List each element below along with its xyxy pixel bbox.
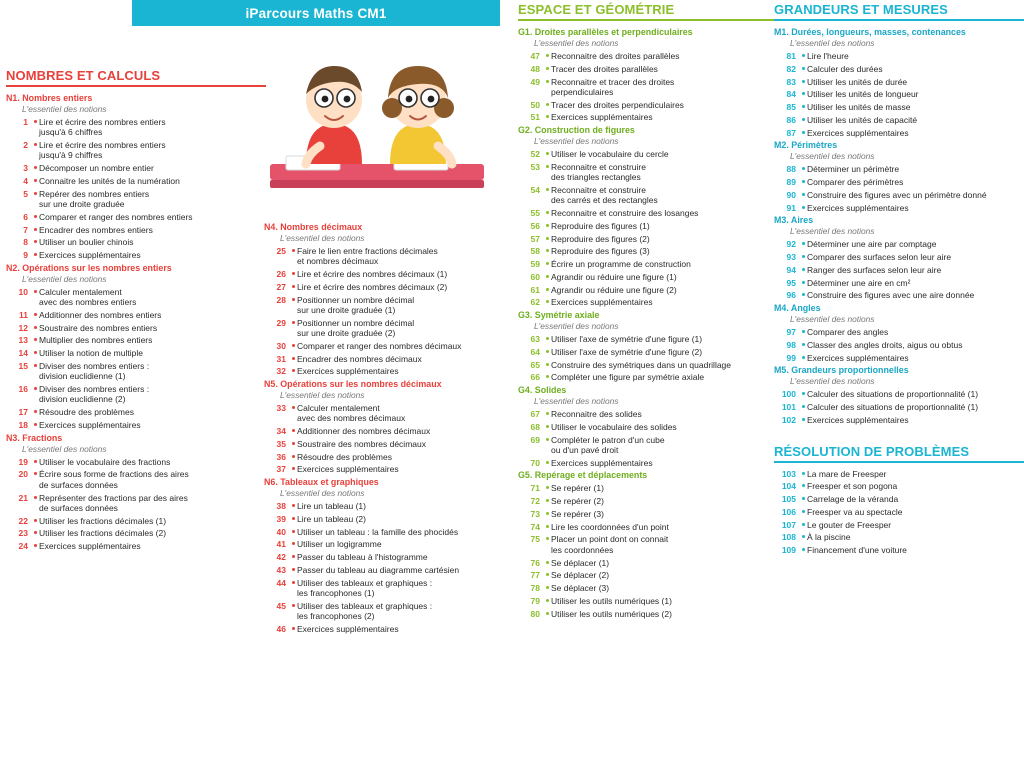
list-item[interactable]: 90 Construire des figures avec un périmètre donné bbox=[786, 189, 987, 200]
bullet-icon bbox=[544, 522, 551, 528]
group-title: M1. Durées, longueurs, masses, contenances bbox=[774, 27, 966, 37]
list-item[interactable]: 91 Exercices supplémentaires bbox=[786, 202, 909, 213]
bullet-icon bbox=[544, 372, 551, 378]
bullet-icon bbox=[544, 496, 551, 502]
group-essentiel: L'essentiel des notions bbox=[790, 376, 875, 387]
column-nombres-suite bbox=[250, 222, 522, 637]
list-item[interactable]: 100 Calculer des situations de proportionnalité (1) bbox=[781, 389, 979, 400]
group-title: N4. Nombres décimaux bbox=[264, 222, 363, 232]
group-g1 bbox=[518, 27, 776, 123]
list-item[interactable]: 19 Utiliser le vocabulaire des fractions bbox=[18, 456, 171, 467]
bullet-icon bbox=[544, 509, 551, 515]
group-essentiel: L'essentiel des notions bbox=[534, 396, 619, 407]
bullet-icon bbox=[800, 545, 807, 551]
bullet-icon bbox=[32, 189, 39, 195]
list-item[interactable]: 89 Comparer des périmètres bbox=[786, 177, 904, 187]
group-title: G1. Droites parallèles et perpendiculaires bbox=[518, 27, 693, 37]
bullet-icon bbox=[290, 341, 297, 347]
lesson-list bbox=[6, 287, 266, 430]
bullet-icon bbox=[544, 483, 551, 489]
bullet-icon bbox=[32, 212, 39, 218]
list-item[interactable]: 83 Utiliser les unités de durée bbox=[786, 76, 908, 87]
bullet-icon bbox=[32, 310, 39, 316]
bullet-icon bbox=[290, 246, 297, 252]
list-item[interactable]: 72 Se repérer (2) bbox=[530, 496, 604, 507]
bullet-icon bbox=[290, 578, 297, 584]
list-item[interactable]: 6 Comparer et ranger des nombres entiers bbox=[23, 211, 193, 222]
list-item[interactable]: 22 Utiliser les fractions décimales (1) bbox=[18, 515, 167, 526]
bullet-icon bbox=[800, 77, 807, 83]
group-essentiel: L'essentiel des notions bbox=[22, 104, 107, 114]
group-essentiel: L'essentiel des notions bbox=[22, 273, 107, 284]
bullet-icon bbox=[32, 420, 39, 426]
list-item[interactable]: 93 Comparer des surfaces selon leur aire bbox=[786, 252, 952, 262]
list-item[interactable]: 67 Reconnaitre des solides bbox=[530, 409, 642, 420]
bullet-icon bbox=[32, 250, 39, 256]
bullet-icon bbox=[544, 297, 551, 303]
list-item[interactable]: 98 Classer des angles droits, aigus ou obtus bbox=[786, 339, 963, 350]
section-heading-grandeurs-et-mesures: GRANDEURS ET MESURES bbox=[774, 2, 1024, 21]
list-item[interactable]: 15 Diviser des nombres entiers : division euclidienne (1) bbox=[18, 360, 150, 382]
bullet-icon bbox=[800, 402, 807, 408]
bullet-icon bbox=[290, 366, 297, 372]
group-m5 bbox=[774, 365, 1024, 425]
list-item[interactable]: 50 Tracer des droites perpendiculaires bbox=[530, 99, 684, 110]
bullet-icon bbox=[544, 609, 551, 615]
list-item[interactable]: 51 Exercices supplémentaires bbox=[530, 112, 653, 123]
list-item[interactable]: 54 Reconnaitre et construire des carrés et des rectangles bbox=[530, 184, 658, 206]
list-item[interactable]: 25 Faire le lien entre fractions décimales et nombres décimaux bbox=[276, 246, 438, 267]
column-espace-et-geometrie bbox=[500, 2, 786, 621]
group-title: N6. Tableaux et graphiques bbox=[264, 477, 379, 488]
list-item[interactable]: 78 Se déplacer (3) bbox=[530, 583, 610, 594]
group-essentiel: L'essentiel des notions bbox=[534, 38, 619, 48]
list-item[interactable]: 35 Soustraire des nombres décimaux bbox=[276, 438, 426, 449]
group-n2 bbox=[6, 263, 266, 430]
list-item[interactable]: 29 Positionner un nombre décimal sur une droite graduée (2) bbox=[276, 317, 415, 339]
list-item[interactable]: 74 Lire les coordonnées d'un point bbox=[530, 521, 669, 532]
bullet-icon bbox=[32, 407, 39, 413]
bullet-icon bbox=[290, 514, 297, 520]
bullet-icon bbox=[290, 565, 297, 571]
list-item[interactable]: 4 Connaitre les unités de la numération bbox=[23, 175, 180, 186]
bullet-icon bbox=[800, 164, 807, 170]
bullet-icon bbox=[800, 265, 807, 271]
bullet-icon bbox=[544, 259, 551, 265]
group-title: N5. Opérations sur les nombres décimaux bbox=[264, 379, 442, 390]
group-n3 bbox=[6, 433, 266, 552]
group-essentiel: L'essentiel des notions bbox=[790, 226, 875, 237]
section-heading-espace-et-geometrie: ESPACE ET GÉOMÉTRIE bbox=[518, 2, 776, 21]
bullet-icon bbox=[32, 361, 39, 367]
bullet-icon bbox=[800, 353, 807, 359]
bullet-icon bbox=[32, 287, 39, 293]
bullet-icon bbox=[800, 278, 807, 284]
group-n6 bbox=[264, 477, 514, 634]
bullet-icon bbox=[544, 272, 551, 278]
section-heading-resolution-de-problemes: RÉSOLUTION DE PROBLÈMES bbox=[774, 444, 1024, 463]
group-title: M4. Angles bbox=[774, 303, 821, 313]
bullet-icon bbox=[544, 347, 551, 353]
list-item[interactable]: 30 Comparer et ranger des nombres décimaux bbox=[276, 340, 462, 351]
list-item[interactable]: 48 Tracer des droites parallèles bbox=[530, 63, 658, 74]
list-item[interactable]: 79 Utiliser les outils numériques (1) bbox=[530, 595, 672, 606]
list-item[interactable]: 13 Multiplier des nombres entiers bbox=[18, 335, 153, 346]
list-item[interactable]: 97 Comparer des angles bbox=[786, 327, 889, 337]
list-item[interactable]: 58 Reproduire des figures (3) bbox=[530, 246, 650, 257]
list-item[interactable]: 71 Se repérer (1) bbox=[530, 483, 604, 494]
bullet-icon bbox=[544, 64, 551, 70]
list-item[interactable]: 59 Écrire un programme de construction bbox=[530, 259, 691, 270]
list-item[interactable]: 24 Exercices supplémentaires bbox=[18, 541, 141, 552]
list-item[interactable]: 18 Exercices supplémentaires bbox=[18, 419, 141, 430]
bullet-icon bbox=[800, 520, 807, 526]
bullet-icon bbox=[290, 318, 297, 324]
list-item[interactable]: 60 Agrandir ou réduire une figure (1) bbox=[530, 271, 677, 282]
bullet-icon bbox=[800, 51, 807, 57]
group-m3 bbox=[774, 215, 1024, 300]
bullet-icon bbox=[32, 323, 39, 329]
list-item[interactable]: 76 Se déplacer (1) bbox=[530, 557, 610, 568]
list-item[interactable]: 99 Exercices supplémentaires bbox=[786, 352, 909, 363]
bullet-icon bbox=[32, 493, 39, 499]
bullet-icon bbox=[290, 624, 297, 630]
bullet-icon bbox=[290, 403, 297, 409]
list-item[interactable]: 38 Lire un tableau (1) bbox=[276, 501, 366, 512]
bullet-icon bbox=[544, 208, 551, 214]
lesson-list bbox=[518, 409, 776, 468]
list-item[interactable]: 57 Reproduire des figures (2) bbox=[530, 233, 650, 244]
list-item[interactable]: 12 Soustraire des nombres entiers bbox=[18, 322, 158, 333]
bullet-icon bbox=[32, 176, 39, 182]
list-item[interactable]: 85 Utiliser les unités de masse bbox=[786, 102, 911, 112]
list-item[interactable]: 46 Exercices supplémentaires bbox=[276, 623, 399, 634]
list-item[interactable]: 102 Exercices supplémentaires bbox=[781, 414, 909, 425]
list-item[interactable]: 95 Déterminer une aire en cm² bbox=[786, 277, 911, 288]
group-m2 bbox=[774, 140, 1024, 213]
bullet-icon bbox=[800, 340, 807, 346]
list-item[interactable]: 77 Se déplacer (2) bbox=[530, 570, 610, 581]
list-item[interactable]: 44 Utiliser des tableaux et graphiques : les francophones (1) bbox=[276, 577, 433, 599]
bullet-icon bbox=[800, 203, 807, 209]
page-title: iParcours Maths CM1 bbox=[132, 0, 500, 26]
list-item[interactable]: 70 Exercices supplémentaires bbox=[530, 457, 653, 468]
bullet-icon bbox=[544, 409, 551, 415]
list-item[interactable]: 68 Utiliser le vocabulaire des solides bbox=[530, 421, 677, 432]
lesson-list bbox=[518, 149, 776, 308]
bullet-icon bbox=[544, 162, 551, 168]
list-item[interactable]: 9 Exercices supplémentaires bbox=[23, 250, 141, 261]
lesson-list bbox=[774, 51, 1024, 138]
column-nombres-et-calculs bbox=[0, 68, 276, 554]
list-item[interactable]: 3 Décomposer un nombre entier bbox=[23, 163, 154, 174]
bullet-icon bbox=[544, 422, 551, 428]
list-item[interactable]: 14 Utiliser la notion de multiple bbox=[18, 348, 143, 359]
group-essentiel: L'essentiel des notions bbox=[280, 390, 365, 401]
list-item[interactable]: 101 Calculer des situations de proportionnalité (1) bbox=[781, 402, 979, 412]
section-heading-nombres-et-calculs: NOMBRES ET CALCULS bbox=[6, 68, 266, 87]
list-item[interactable]: 45 Utiliser des tableaux et graphiques : les francophones (2) bbox=[276, 600, 433, 622]
list-item[interactable]: 10 Calculer mentalement avec des nombres entiers bbox=[18, 286, 137, 308]
bullet-icon bbox=[32, 163, 39, 169]
column-grandeurs-et-mesures bbox=[760, 2, 1024, 558]
bullet-icon bbox=[800, 481, 807, 487]
bullet-icon bbox=[290, 354, 297, 360]
group-essentiel: L'essentiel des notions bbox=[790, 314, 875, 324]
list-item[interactable]: 39 Lire un tableau (2) bbox=[276, 513, 366, 524]
list-item[interactable]: 66 Compléter une figure par symétrie axiale bbox=[530, 372, 705, 383]
lesson-list bbox=[774, 469, 1024, 556]
bullet-icon bbox=[290, 527, 297, 533]
bullet-icon bbox=[544, 185, 551, 191]
group-g2 bbox=[518, 125, 776, 308]
bullet-icon bbox=[290, 501, 297, 507]
list-item[interactable]: 26 Lire et écrire des nombres décimaux (1) bbox=[276, 269, 448, 280]
bullet-icon bbox=[32, 541, 39, 547]
list-item[interactable]: 103 La mare de Freesper bbox=[781, 468, 887, 479]
list-item[interactable]: 81 Lire l'heure bbox=[786, 51, 849, 61]
bullet-icon bbox=[544, 221, 551, 227]
bullet-icon bbox=[800, 64, 807, 70]
group-m4 bbox=[774, 303, 1024, 363]
bullet-icon bbox=[290, 552, 297, 558]
bullet-icon bbox=[544, 583, 551, 589]
list-item[interactable]: 96 Construire des figures avec une aire donnée bbox=[786, 290, 975, 301]
bullet-icon bbox=[544, 435, 551, 441]
bullet-icon bbox=[32, 140, 39, 146]
lesson-list bbox=[264, 403, 514, 475]
bullet-icon bbox=[290, 295, 297, 301]
list-item[interactable]: 92 Déterminer une aire par comptage bbox=[786, 239, 937, 250]
list-item[interactable]: 82 Calculer des durées bbox=[786, 63, 883, 74]
bullet-icon bbox=[800, 290, 807, 296]
group-title: M3. Aires bbox=[774, 215, 814, 226]
list-item[interactable]: 65 Construire des symétriques dans un quadrillage bbox=[530, 359, 732, 370]
bullet-icon bbox=[800, 415, 807, 421]
list-item[interactable]: 64 Utiliser l'axe de symétrie d'une figure (2) bbox=[530, 346, 703, 357]
group-title: G3. Symétrie axiale bbox=[518, 310, 600, 321]
bullet-icon bbox=[290, 282, 297, 288]
bullet-icon bbox=[544, 285, 551, 291]
bullet-icon bbox=[544, 112, 551, 118]
lesson-list bbox=[264, 501, 514, 634]
bullet-icon bbox=[32, 469, 39, 475]
bullet-icon bbox=[800, 494, 807, 500]
bullet-icon bbox=[290, 452, 297, 458]
list-item[interactable]: 17 Résoudre des problèmes bbox=[18, 407, 134, 418]
bullet-icon bbox=[32, 384, 39, 390]
bullet-icon bbox=[544, 77, 551, 83]
list-item[interactable]: 7 Encadrer des nombres entiers bbox=[23, 224, 153, 235]
list-item[interactable]: 32 Exercices supplémentaires bbox=[276, 366, 399, 377]
bullet-icon bbox=[544, 596, 551, 602]
group-title: N3. Fractions bbox=[6, 432, 63, 443]
group-title: M5. Grandeurs proportionnelles bbox=[774, 365, 909, 376]
list-item[interactable]: 56 Reproduire des figures (1) bbox=[530, 220, 650, 231]
lesson-list bbox=[518, 334, 776, 383]
bullet-icon bbox=[290, 601, 297, 607]
bullet-icon bbox=[800, 128, 807, 134]
list-item[interactable]: 88 Déterminer un périmètre bbox=[786, 164, 900, 175]
bullet-icon bbox=[290, 539, 297, 545]
bullet-icon bbox=[800, 190, 807, 196]
list-item[interactable]: 62 Exercices supplémentaires bbox=[530, 297, 653, 308]
group-n1 bbox=[6, 93, 266, 260]
bullet-icon bbox=[32, 348, 39, 354]
list-item[interactable]: 104 Freesper et son pogona bbox=[781, 481, 898, 492]
bullet-icon bbox=[544, 458, 551, 464]
group-title: M2. Périmètres bbox=[774, 140, 838, 151]
bullet-icon bbox=[544, 570, 551, 576]
list-item[interactable]: 109 Financement d'une voiture bbox=[781, 545, 907, 555]
group-essentiel: L'essentiel des notions bbox=[534, 136, 619, 147]
lesson-list bbox=[774, 164, 1024, 213]
lesson-list bbox=[774, 389, 1024, 425]
bullet-icon bbox=[32, 516, 39, 522]
bullet-icon bbox=[32, 117, 39, 123]
lesson-list bbox=[774, 327, 1024, 363]
list-item[interactable]: 2 Lire et écrire des nombres entiers jusqu'à 9 chiffres bbox=[23, 140, 166, 161]
group-title: G2. Construction de figures bbox=[518, 125, 635, 136]
list-item[interactable]: 53 Reconnaitre et construire des triangles rectangles bbox=[530, 161, 646, 183]
list-item[interactable]: 63 Utiliser l'axe de symétrie d'une figure (1) bbox=[530, 334, 703, 345]
group-title: N2. Opérations sur les nombres entiers bbox=[6, 262, 172, 273]
list-item[interactable]: 36 Résoudre des problèmes bbox=[276, 451, 392, 462]
lesson-list bbox=[6, 117, 266, 260]
group-g4 bbox=[518, 385, 776, 468]
list-item[interactable]: 27 Lire et écrire des nombres décimaux (2) bbox=[276, 281, 448, 292]
bullet-icon bbox=[800, 389, 807, 395]
illustration-two-pupils bbox=[262, 36, 492, 208]
list-item[interactable]: 47 Reconnaitre des droites parallèles bbox=[530, 51, 680, 61]
bullet-icon bbox=[32, 237, 39, 243]
bullet-icon bbox=[800, 327, 807, 333]
list-item[interactable]: 105 Carrelage de la véranda bbox=[781, 494, 899, 504]
bullet-icon bbox=[32, 335, 39, 341]
bullet-icon bbox=[544, 334, 551, 340]
list-item[interactable]: 5 Repérer des nombres entiers sur une droite graduée bbox=[23, 188, 150, 210]
bullet-icon bbox=[544, 246, 551, 252]
bullet-icon bbox=[544, 234, 551, 240]
list-item[interactable]: 75 Placer un point dont on connait les coordonnées bbox=[530, 534, 669, 555]
group-essentiel: L'essentiel des notions bbox=[280, 488, 365, 499]
group-essentiel: L'essentiel des notions bbox=[790, 151, 875, 162]
list-item[interactable]: 55 Reconnaitre et construire des losanges bbox=[530, 208, 699, 219]
list-item[interactable]: 41 Utiliser un logigramme bbox=[276, 539, 382, 550]
group-n4 bbox=[264, 222, 514, 377]
list-item[interactable]: 34 Additionner des nombres décimaux bbox=[276, 426, 431, 437]
list-item[interactable]: 52 Utiliser le vocabulaire du cercle bbox=[530, 149, 669, 160]
group-title: N1. Nombres entiers bbox=[6, 93, 93, 103]
bullet-icon bbox=[290, 426, 297, 432]
bullet-icon bbox=[544, 51, 551, 57]
list-item[interactable]: 11 Additionner des nombres entiers bbox=[19, 309, 162, 320]
list-item[interactable]: 108 À la piscine bbox=[781, 532, 851, 543]
bullet-icon bbox=[800, 239, 807, 245]
list-item[interactable]: 80 Utiliser les outils numériques (2) bbox=[530, 608, 672, 619]
bullet-icon bbox=[544, 149, 551, 155]
list-item[interactable]: 28 Positionner un nombre décimal sur une droite graduée (1) bbox=[276, 294, 415, 315]
bullet-icon bbox=[800, 469, 807, 475]
list-item[interactable]: 84 Utiliser les unités de longueur bbox=[786, 89, 919, 100]
list-item[interactable]: 37 Exercices supplémentaires bbox=[276, 464, 399, 475]
bullet-icon bbox=[544, 360, 551, 366]
bullet-icon bbox=[32, 457, 39, 463]
bullet-icon bbox=[544, 558, 551, 564]
list-item[interactable]: 40 Utiliser un tableau : la famille des phocidés bbox=[276, 526, 459, 537]
list-item[interactable]: 94 Ranger des surfaces selon leur aire bbox=[786, 264, 942, 275]
bullet-icon bbox=[290, 439, 297, 445]
group-g5 bbox=[518, 470, 776, 618]
list-item[interactable]: 49 Reconnaitre et tracer des droites perpendiculaires bbox=[530, 76, 675, 97]
list-item[interactable]: 43 Passer du tableau au diagramme cartésien bbox=[276, 564, 460, 575]
bullet-icon bbox=[800, 89, 807, 95]
bullet-icon bbox=[800, 177, 807, 183]
lesson-list bbox=[518, 483, 776, 618]
lesson-list bbox=[6, 457, 266, 552]
group-essentiel: L'essentiel des notions bbox=[790, 38, 875, 48]
list-item[interactable]: 21 Représenter des fractions par des aires de surfaces données bbox=[18, 492, 188, 513]
group-essentiel: L'essentiel des notions bbox=[280, 233, 365, 243]
list-item[interactable]: 1 Lire et écrire des nombres entiers jusqu'à 6 chiffres bbox=[23, 117, 166, 138]
list-item[interactable]: 61 Agrandir ou réduire une figure (2) bbox=[530, 284, 677, 295]
list-item[interactable]: 33 Calculer mentalement avec des nombres décimaux bbox=[276, 403, 406, 424]
list-item[interactable]: 16 Diviser des nombres entiers : division euclidienne (2) bbox=[18, 384, 150, 405]
group-g3 bbox=[518, 310, 776, 383]
bullet-icon bbox=[290, 464, 297, 470]
lesson-list bbox=[264, 246, 514, 377]
lesson-list bbox=[774, 239, 1024, 300]
bullet-icon bbox=[800, 532, 807, 538]
list-item[interactable]: 106 Freesper va au spectacle bbox=[781, 506, 903, 517]
group-n5 bbox=[264, 379, 514, 475]
list-item[interactable]: 23 Utiliser les fractions décimales (2) bbox=[18, 528, 167, 539]
list-item[interactable]: 42 Passer du tableau à l'histogramme bbox=[276, 552, 428, 563]
bullet-icon bbox=[544, 534, 551, 540]
list-item[interactable]: 107 Le gouter de Freesper bbox=[781, 519, 892, 530]
bullet-icon bbox=[800, 102, 807, 108]
bullet-icon bbox=[800, 115, 807, 121]
bullet-icon bbox=[290, 269, 297, 275]
group-m1 bbox=[774, 27, 1024, 138]
list-item[interactable]: 69 Compléter le patron d'un cube ou d'un pavé droit bbox=[530, 434, 665, 455]
list-item[interactable]: 86 Utiliser les unités de capacité bbox=[786, 114, 918, 125]
group-title: G5. Repérage et déplacements bbox=[518, 470, 648, 481]
list-item[interactable]: 20 Écrire sous forme de fractions des aires de surfaces données bbox=[18, 469, 189, 490]
list-item[interactable]: 87 Exercices supplémentaires bbox=[786, 127, 909, 138]
list-item[interactable]: 8 Utiliser un boulier chinois bbox=[23, 237, 134, 248]
bullet-icon bbox=[32, 225, 39, 231]
group-essentiel: L'essentiel des notions bbox=[22, 443, 107, 454]
lesson-list bbox=[518, 51, 776, 123]
group-essentiel: L'essentiel des notions bbox=[534, 321, 619, 332]
bullet-icon bbox=[800, 252, 807, 258]
bullet-icon bbox=[800, 507, 807, 513]
list-item[interactable]: 31 Encadrer des nombres décimaux bbox=[276, 353, 422, 364]
group-title: G4. Solides bbox=[518, 385, 567, 396]
bullet-icon bbox=[32, 528, 39, 534]
bullet-icon bbox=[544, 100, 551, 106]
list-item[interactable]: 73 Se repérer (3) bbox=[530, 508, 604, 519]
